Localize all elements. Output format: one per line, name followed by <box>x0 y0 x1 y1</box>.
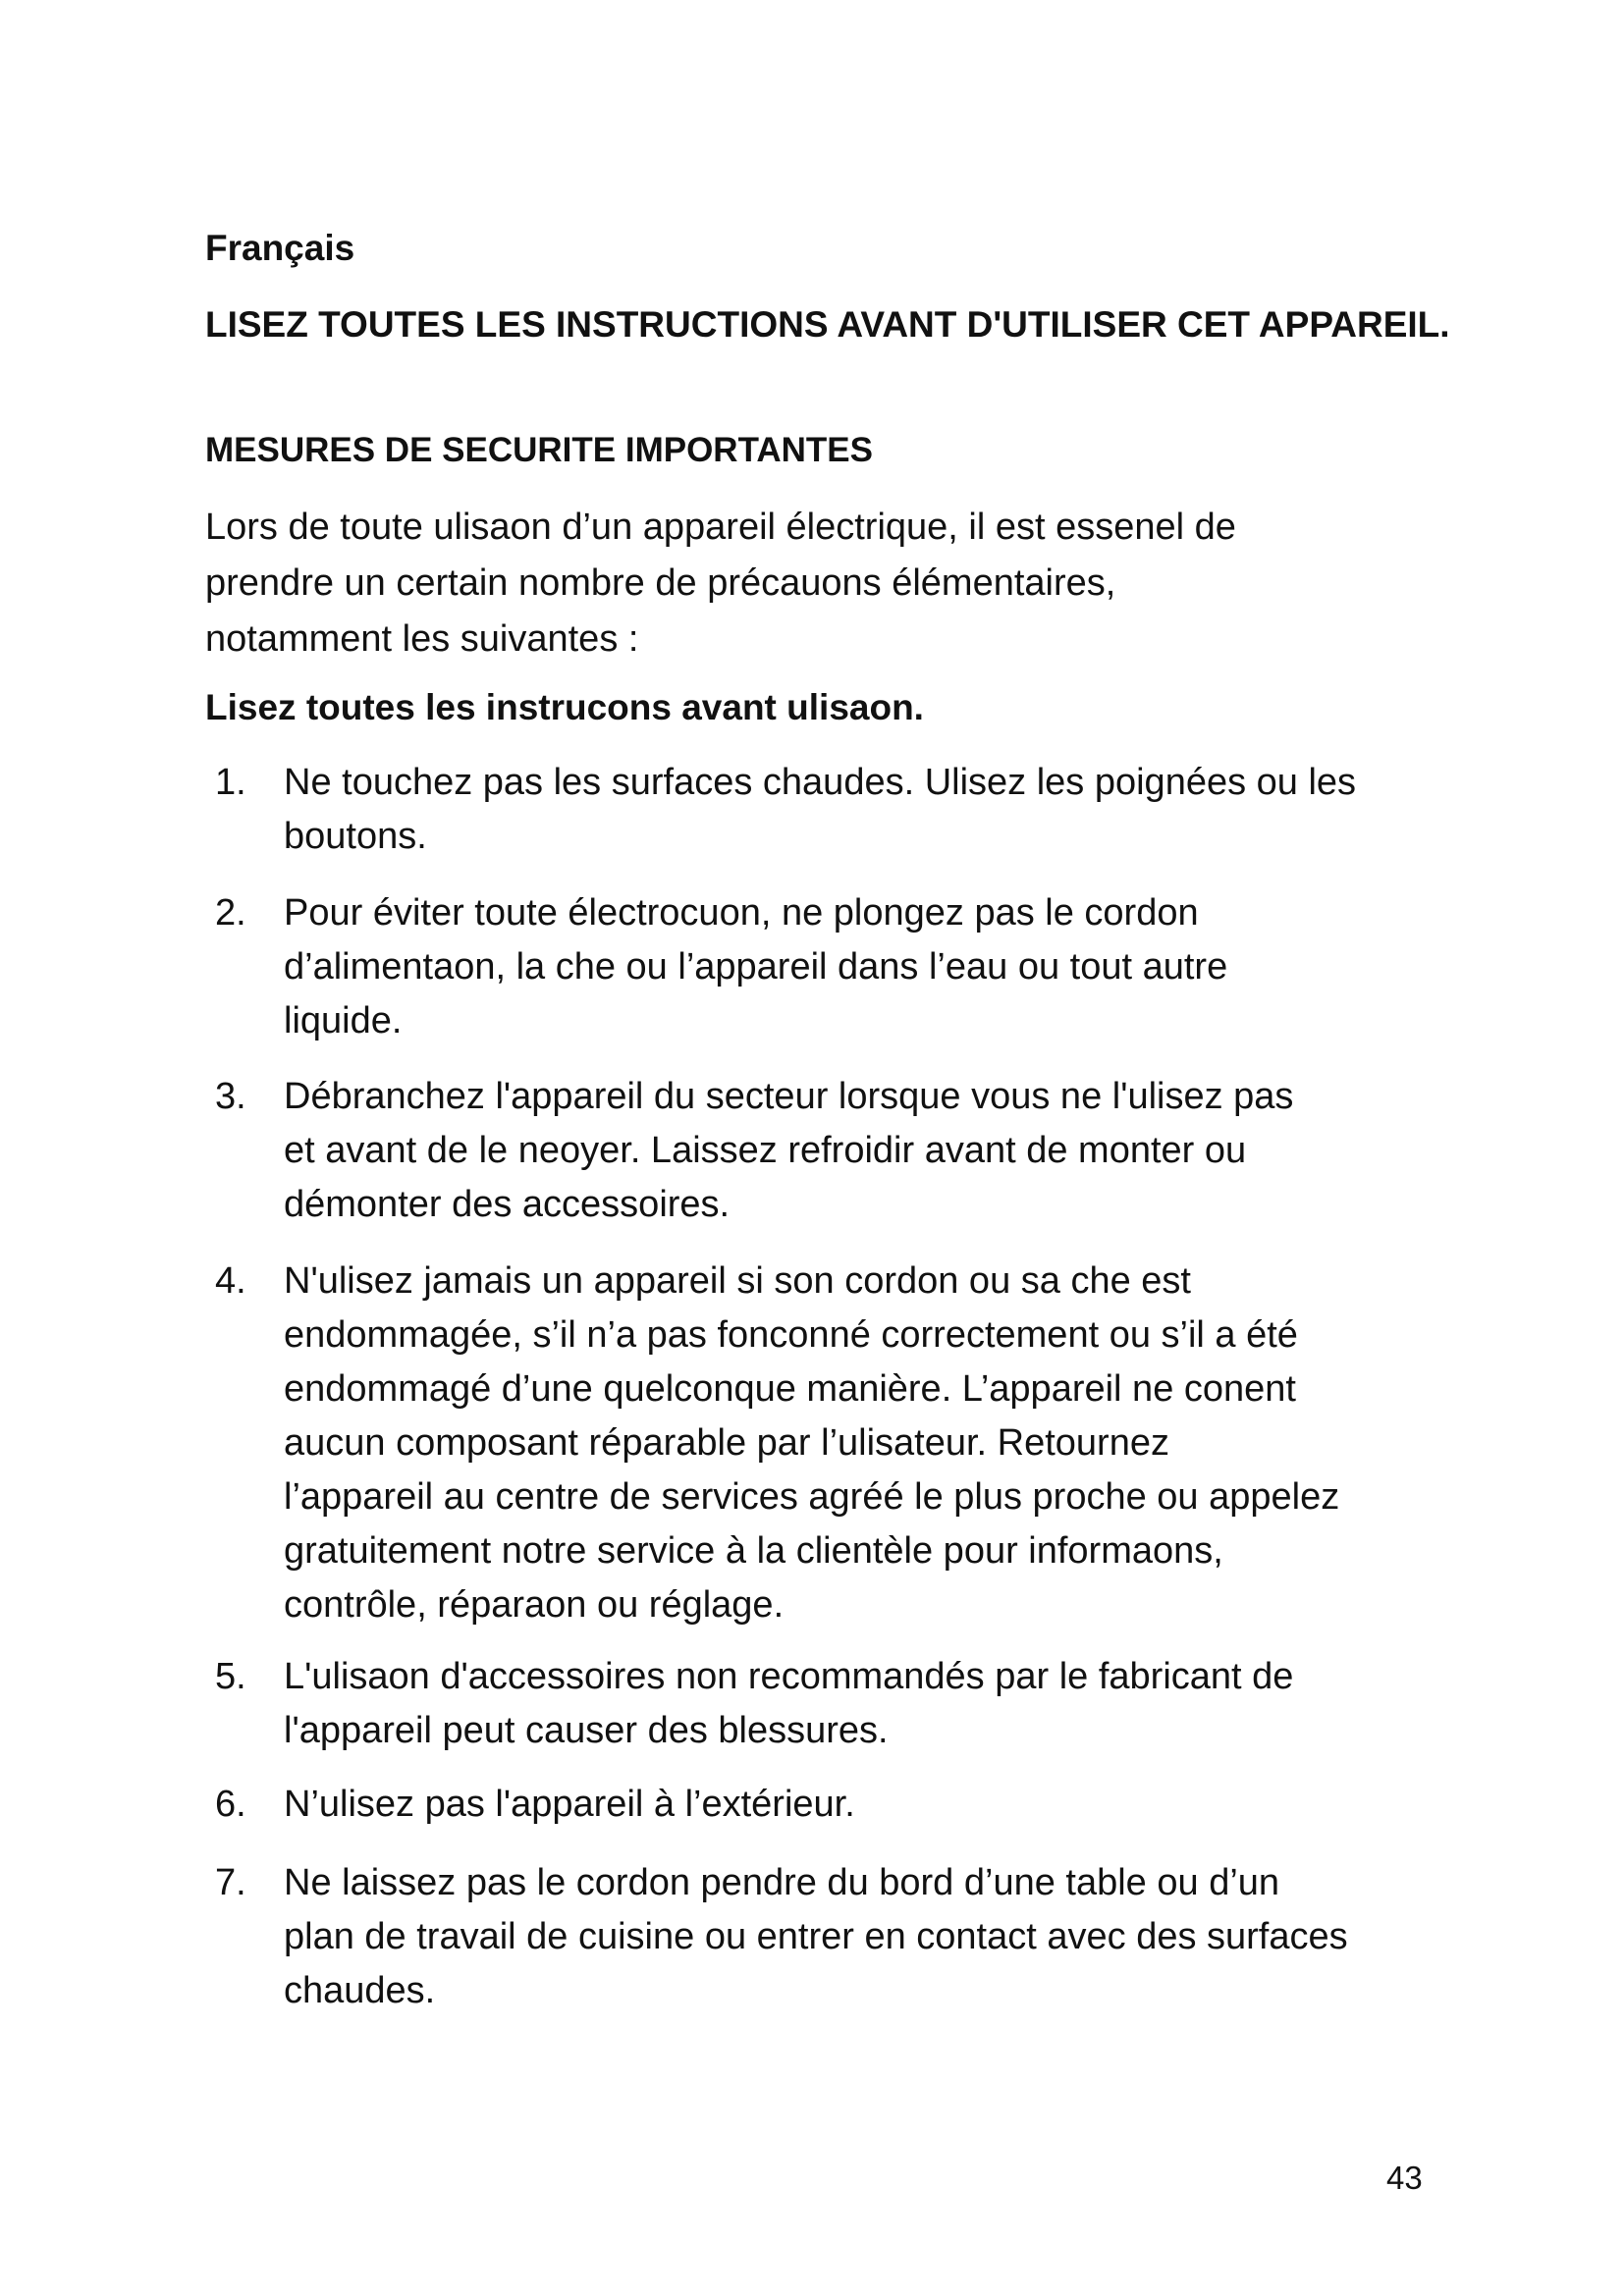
list-item-number: 1. <box>215 762 246 803</box>
list-item-number: 2. <box>215 892 246 934</box>
list-item-line: l'appareil peut causer des blessures. <box>284 1710 889 1751</box>
list-item-number: 5. <box>215 1656 246 1697</box>
intro-line: notamment les suivantes : <box>205 618 639 660</box>
list-item-text <box>284 756 1356 864</box>
intro-paragraph <box>205 500 1442 667</box>
list-item-text <box>284 1778 855 1832</box>
bold-instruction: Lisez toutes les instrucons avant ulisaon. <box>205 687 924 727</box>
intro-line: Lors de toute ulisaon d’un appareil électrique, il est essenel de <box>205 507 1236 548</box>
intro-line: prendre un certain nombre de précauons élémentaires, <box>205 562 1116 604</box>
list-item-line: d’alimentaon, la che ou l’appareil dans l’eau ou tout autre <box>284 946 1228 988</box>
list-item-text <box>284 886 1227 1048</box>
list-item-line: contrôle, réparaon ou réglage. <box>284 1584 785 1626</box>
list-item-line: Pour éviter toute électrocuon, ne plongez pas le cordon <box>284 892 1199 934</box>
list-item-line: Débranchez l'appareil du secteur lorsque vous ne l'ulisez pas <box>284 1076 1294 1117</box>
list-item-line: démonter des accessoires. <box>284 1184 731 1225</box>
list-item-text <box>284 1070 1293 1232</box>
list-item-line: L'ulisaon d'accessoires non recommandés par le fabricant de <box>284 1656 1294 1697</box>
list-item-line: endommagée, s’il n’a pas fonconné correctement ou s’il a été <box>284 1314 1298 1356</box>
list-item-line: gratuitement notre service à la clientèle pour informaons, <box>284 1530 1223 1572</box>
list-item-line: et avant de le neoyer. Laissez refroidir avant de monter ou <box>284 1130 1247 1171</box>
list-item-number: 6. <box>215 1784 246 1825</box>
list-item-line: N'ulisez jamais un appareil si son cordon ou sa che est <box>284 1260 1191 1302</box>
list-item-line: endommagé d’une quelconque manière. L’appareil ne conent <box>284 1368 1296 1410</box>
list-item-text <box>284 1255 1339 1632</box>
list-item-number: 7. <box>215 1862 246 1903</box>
section-heading: MESURES DE SECURITE IMPORTANTES <box>205 431 873 469</box>
list-item-text <box>284 1856 1348 2018</box>
list-item-number: 4. <box>215 1260 246 1302</box>
list-item-number: 3. <box>215 1076 246 1117</box>
list-item-text <box>284 1650 1293 1758</box>
language-label: Français <box>205 228 355 268</box>
list-item-line: chaudes. <box>284 1970 436 2011</box>
list-item-line: boutons. <box>284 816 427 857</box>
list-item-line: aucun composant réparable par l’ulisateur. Retournez <box>284 1422 1169 1464</box>
main-heading: LISEZ TOUTES LES INSTRUCTIONS AVANT D'UTILISER CET APPAREIL. <box>205 304 1450 345</box>
list-item-line: plan de travail de cuisine ou entrer en contact avec des surfaces <box>284 1916 1348 1957</box>
list-item-line: Ne laissez pas le cordon pendre du bord d’une table ou d’un <box>284 1862 1280 1903</box>
list-item-line: N’ulisez pas l'appareil à l’extérieur. <box>284 1784 855 1825</box>
list-item-line: liquide. <box>284 1000 403 1041</box>
list-item-line: l’appareil au centre de services agréé le plus proche ou appelez <box>284 1476 1340 1518</box>
list-item-line: Ne touchez pas les surfaces chaudes. Ulisez les poignées ou les <box>284 762 1357 803</box>
page-number: 43 <box>1386 2160 1423 2196</box>
